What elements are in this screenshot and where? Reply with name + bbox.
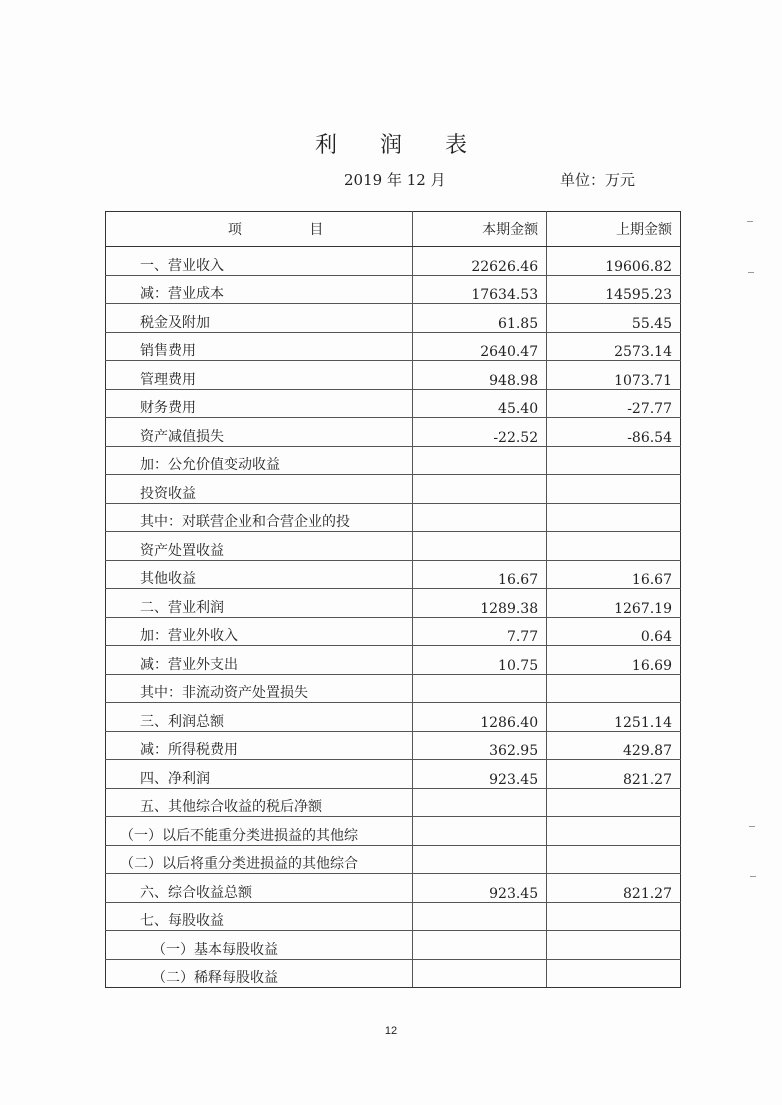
table-row (106, 332, 681, 361)
table-body (106, 247, 681, 988)
table-row (106, 817, 681, 846)
table-row (106, 874, 681, 903)
row-current (413, 674, 547, 703)
row-previous: 821.27 (547, 760, 681, 789)
row-previous: 821.27 (547, 874, 681, 903)
row-label: 加：营业外收入 (106, 617, 413, 646)
row-label: （二）稀释每股收益 (106, 959, 413, 988)
scan-mark (749, 826, 755, 827)
table-row (106, 361, 681, 390)
table-row (106, 560, 681, 589)
row-label: 管理费用 (106, 361, 413, 390)
row-label: 其中：对联营企业和合营企业的投 (106, 503, 413, 532)
row-previous (547, 931, 681, 960)
row-label: 财务费用 (106, 389, 413, 418)
row-previous (547, 446, 681, 475)
scan-mark (748, 272, 754, 273)
table-row (106, 674, 681, 703)
row-current: 923.45 (413, 874, 547, 903)
row-label: （一）基本每股收益 (106, 931, 413, 960)
table-row (106, 589, 681, 618)
table-row (106, 703, 681, 732)
table-row (106, 304, 681, 333)
row-label: 减：营业成本 (106, 275, 413, 304)
table-row (106, 446, 681, 475)
row-previous: 1251.14 (547, 703, 681, 732)
table-row (106, 845, 681, 874)
row-label: 二、营业利润 (106, 589, 413, 618)
row-previous: 1267.19 (547, 589, 681, 618)
header-current: 本期金额 (413, 212, 547, 247)
row-current (413, 959, 547, 988)
table-header-row (106, 212, 681, 247)
row-label: 一、营业收入 (106, 247, 413, 276)
scan-mark (747, 221, 753, 222)
row-previous: -27.77 (547, 389, 681, 418)
row-label: 资产减值损失 (106, 418, 413, 447)
table-row (106, 931, 681, 960)
row-previous (547, 475, 681, 504)
row-previous: 55.45 (547, 304, 681, 333)
row-previous: 14595.23 (547, 275, 681, 304)
row-previous: 2573.14 (547, 332, 681, 361)
row-label: （一）以后不能重分类进损益的其他综 (106, 817, 413, 846)
page-number: 12 (384, 1025, 398, 1037)
row-previous (547, 503, 681, 532)
table-row (106, 646, 681, 675)
row-label: 税金及附加 (106, 304, 413, 333)
header-item-b: 目 (309, 222, 326, 238)
row-previous: 16.69 (547, 646, 681, 675)
row-label: 投资收益 (106, 475, 413, 504)
row-previous (547, 532, 681, 561)
row-previous: 429.87 (547, 731, 681, 760)
row-previous: 16.67 (547, 560, 681, 589)
table-row (106, 503, 681, 532)
row-current: 2640.47 (413, 332, 547, 361)
row-current: 22626.46 (413, 247, 547, 276)
row-label: 其中：非流动资产处置损失 (106, 674, 413, 703)
row-label: （二）以后将重分类进损益的其他综合 (106, 845, 413, 874)
row-previous: 0.64 (547, 617, 681, 646)
header-item (106, 212, 413, 247)
row-previous (547, 845, 681, 874)
row-previous (547, 788, 681, 817)
table-row (106, 247, 681, 276)
table-row (106, 532, 681, 561)
header-item-a: 项 (227, 222, 244, 238)
scan-mark (750, 876, 756, 877)
row-current: 362.95 (413, 731, 547, 760)
row-previous (547, 959, 681, 988)
row-label: 其他收益 (106, 560, 413, 589)
row-label: 三、利润总额 (106, 703, 413, 732)
table-row (106, 418, 681, 447)
row-current: 17634.53 (413, 275, 547, 304)
report-date: 2019 年 12 月 (344, 171, 446, 189)
row-previous: -86.54 (547, 418, 681, 447)
row-current (413, 845, 547, 874)
row-label: 四、净利润 (106, 760, 413, 789)
row-label: 销售费用 (106, 332, 413, 361)
row-current: -22.52 (413, 418, 547, 447)
row-current: 948.98 (413, 361, 547, 390)
table-row (106, 389, 681, 418)
row-current (413, 446, 547, 475)
table-row (106, 902, 681, 931)
row-previous: 19606.82 (547, 247, 681, 276)
row-current (413, 475, 547, 504)
table-row (106, 760, 681, 789)
row-current: 61.85 (413, 304, 547, 333)
table-row (106, 959, 681, 988)
row-previous (547, 674, 681, 703)
row-label: 五、其他综合收益的税后净额 (106, 788, 413, 817)
row-previous (547, 817, 681, 846)
table-row (106, 275, 681, 304)
income-statement-table (105, 211, 681, 988)
row-current: 16.67 (413, 560, 547, 589)
table-row (106, 617, 681, 646)
header-previous: 上期金额 (547, 212, 681, 247)
row-label: 加：公允价值变动收益 (106, 446, 413, 475)
row-label: 资产处置收益 (106, 532, 413, 561)
row-current: 1289.38 (413, 589, 547, 618)
table-row (106, 788, 681, 817)
row-current: 45.40 (413, 389, 547, 418)
table-row (106, 475, 681, 504)
report-unit: 单位：万元 (560, 171, 636, 189)
row-label: 六、综合收益总额 (106, 874, 413, 903)
row-current: 10.75 (413, 646, 547, 675)
row-current (413, 532, 547, 561)
row-current (413, 902, 547, 931)
row-current (413, 817, 547, 846)
report-title: 利 润 表 (315, 133, 485, 158)
row-current: 1286.40 (413, 703, 547, 732)
row-current (413, 503, 547, 532)
row-previous (547, 902, 681, 931)
row-current (413, 931, 547, 960)
row-current: 923.45 (413, 760, 547, 789)
table-row (106, 731, 681, 760)
row-previous: 1073.71 (547, 361, 681, 390)
row-current (413, 788, 547, 817)
row-current: 7.77 (413, 617, 547, 646)
row-label: 七、每股收益 (106, 902, 413, 931)
row-label: 减：营业外支出 (106, 646, 413, 675)
row-label: 减：所得税费用 (106, 731, 413, 760)
